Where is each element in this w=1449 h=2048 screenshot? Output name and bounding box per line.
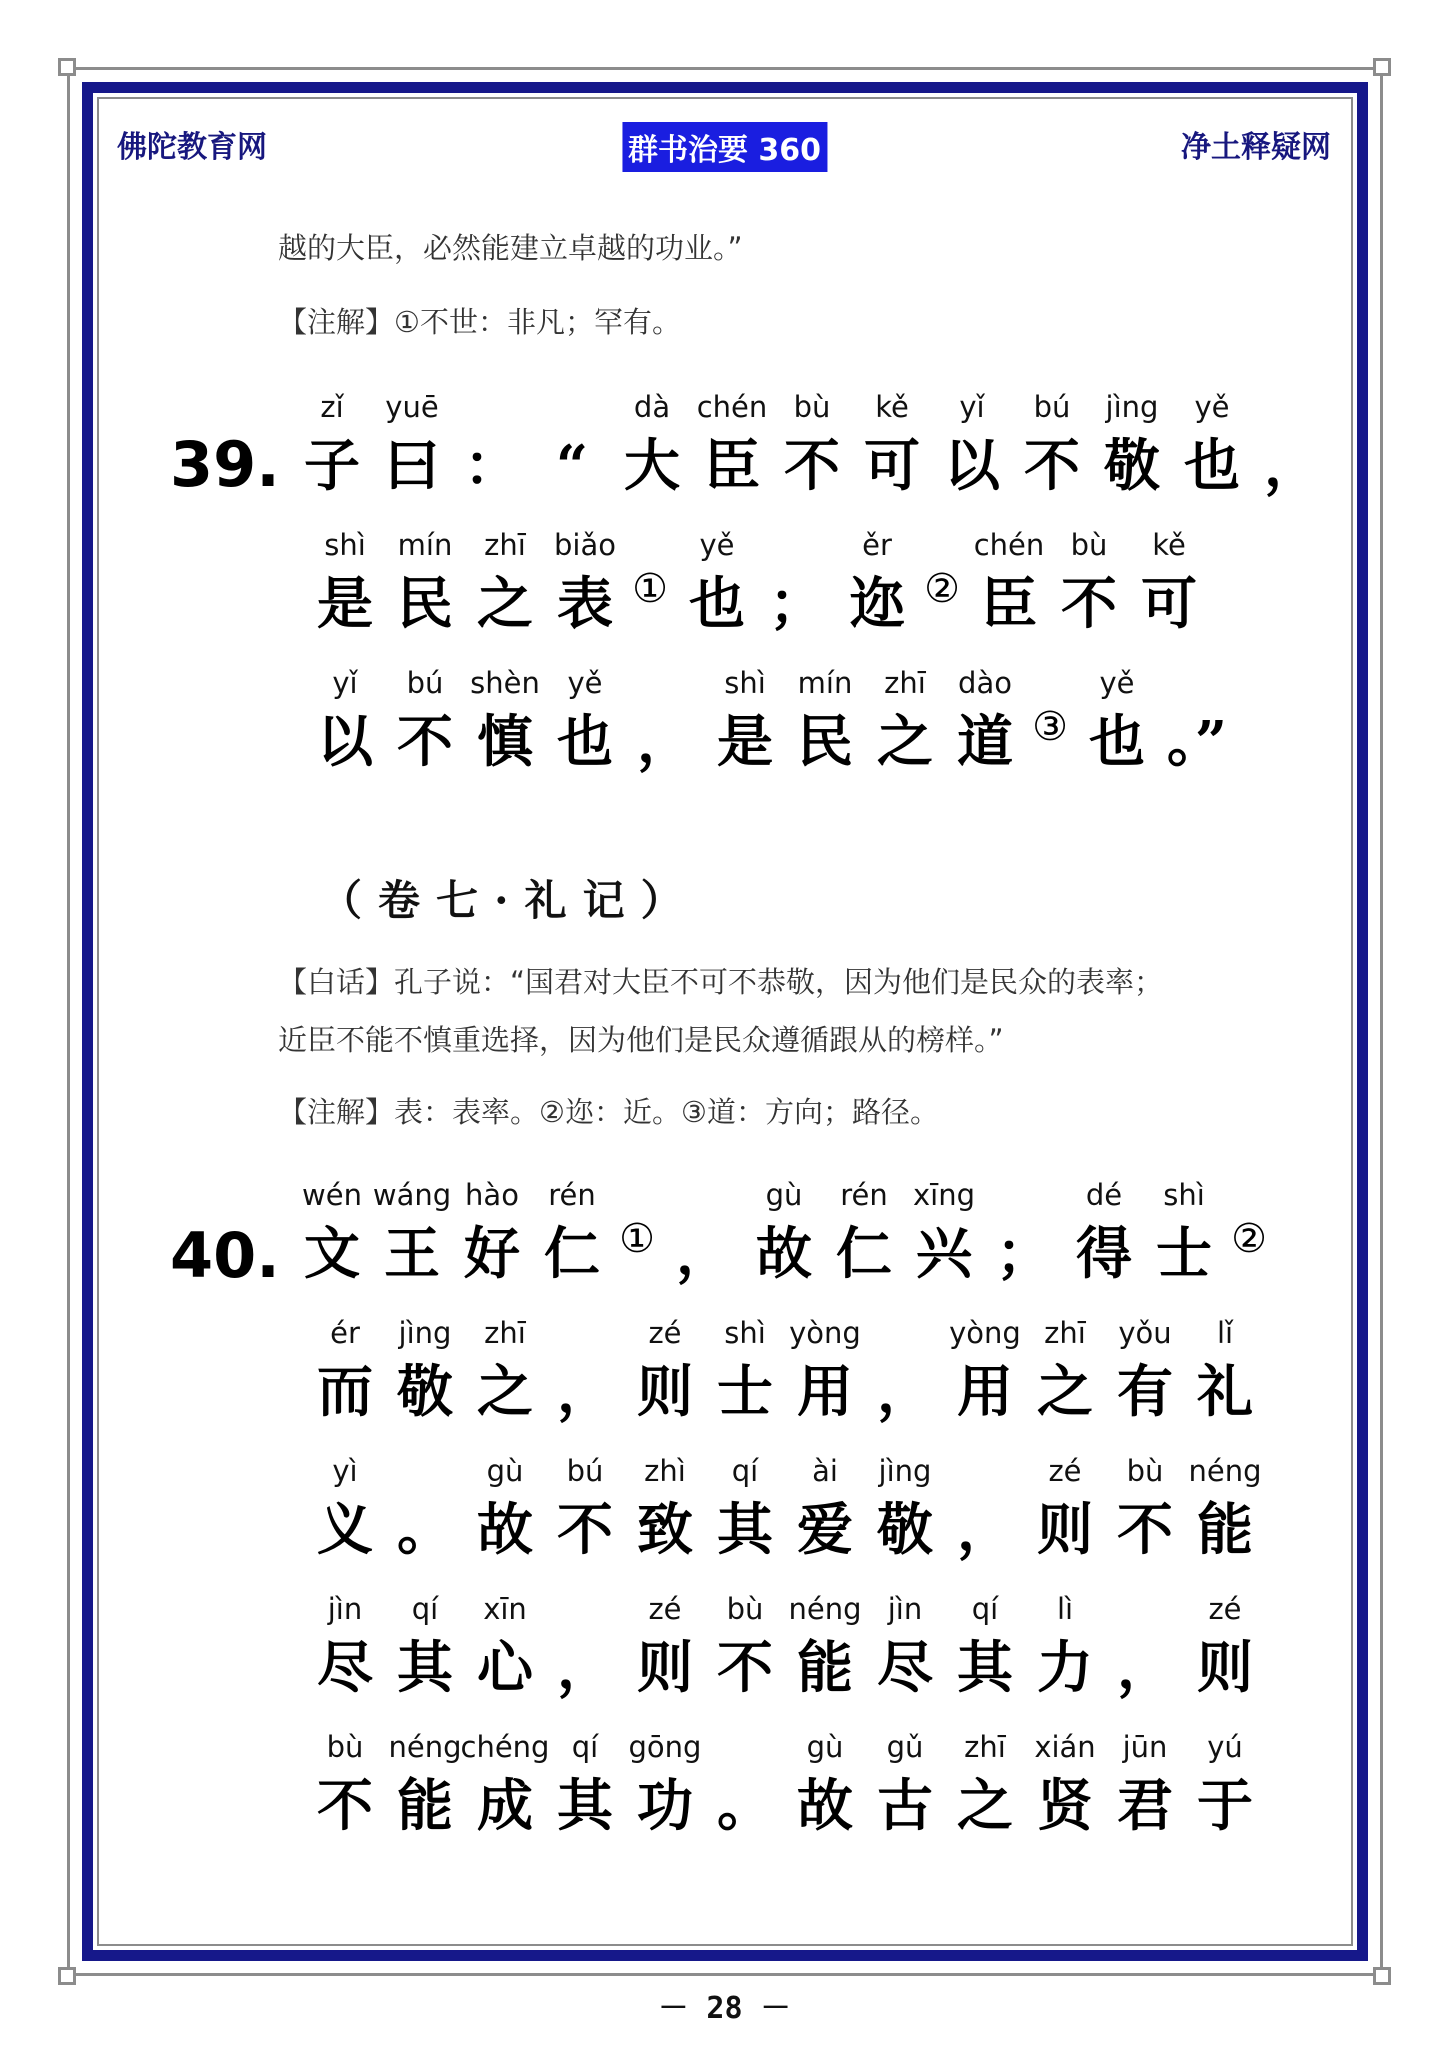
pinyin: yǒu (1118, 1316, 1172, 1350)
hanzi: 不 (1117, 1497, 1173, 1563)
pinyin: yǐ (959, 390, 985, 424)
hanzi: 其 (957, 1635, 1013, 1701)
pinyin: gōng (628, 1730, 702, 1764)
pinyin: kě (875, 390, 909, 424)
pinyin: biǎo (554, 528, 616, 562)
hanzi: ， (637, 709, 693, 775)
hanzi: 能 (797, 1635, 853, 1701)
hanzi: 不 (1061, 571, 1117, 637)
pinyin: kě (1152, 528, 1186, 562)
hanzi: 表 (557, 571, 613, 637)
pinyin: jìng (878, 1454, 932, 1488)
pinyin: bù (1070, 528, 1108, 562)
page-number: － 28 － (658, 1991, 791, 2026)
hanzi: 子 (304, 433, 360, 499)
hanzi: 不 (557, 1497, 613, 1563)
hanzi: ， (957, 1497, 1013, 1563)
hanzi: 尽 (877, 1635, 933, 1701)
pinyin: chén (973, 528, 1045, 562)
pinyin: shèn (470, 666, 540, 700)
hanzi: ， (1117, 1635, 1173, 1701)
pinyin: qí (411, 1592, 439, 1626)
pinyin: bù (1126, 1454, 1164, 1488)
hanzi: 君 (1117, 1773, 1173, 1839)
hanzi: 不 (717, 1635, 773, 1701)
hanzi: 尽 (317, 1635, 373, 1701)
pinyin: zé (1048, 1454, 1082, 1488)
pinyin: yě (699, 528, 735, 562)
pinyin: rén (840, 1178, 888, 1212)
pinyin: jìn (887, 1592, 923, 1626)
hanzi: 敬 (397, 1359, 453, 1425)
pinyin: yú (1207, 1730, 1243, 1764)
pinyin: dé (1085, 1178, 1123, 1212)
passage-row (305, 1316, 1305, 1436)
pinyin: yòng (789, 1316, 861, 1350)
hanzi: 爱 (797, 1497, 853, 1563)
hanzi: 。 (717, 1773, 773, 1839)
baihua-line: 【白话】孔子说：“国君对大臣不可不恭敬，因为他们是民众的表率； (278, 965, 1164, 999)
hanzi: ， (1264, 433, 1320, 499)
pinyin: gù (486, 1454, 524, 1488)
hanzi: ； (996, 1221, 1052, 1287)
hanzi: 兴 (916, 1221, 972, 1287)
hanzi: 功 (637, 1773, 693, 1839)
passage-row (305, 1592, 1305, 1712)
hanzi: ； (769, 571, 825, 637)
pinyin: ér (330, 1316, 360, 1350)
hanzi: 以 (317, 709, 373, 775)
hanzi: 有 (1117, 1359, 1173, 1425)
hanzi: 王 (384, 1221, 440, 1287)
hanzi: 可 (864, 433, 920, 499)
corner-ornament-bottom-left (58, 1967, 76, 1985)
hanzi: 贤 (1037, 1773, 1093, 1839)
hanzi: 也 (557, 709, 613, 775)
hanzi: 士 (717, 1359, 773, 1425)
hanzi: 故 (477, 1497, 533, 1563)
pinyin: xián (1034, 1730, 1096, 1764)
hanzi: 民 (397, 571, 453, 637)
hanzi: 之 (477, 571, 533, 637)
hanzi: 民 (797, 709, 853, 775)
hanzi: ： (464, 433, 520, 499)
pinyin: jìn (327, 1592, 363, 1626)
hanzi: 于 (1197, 1773, 1253, 1839)
hanzi: 曰 (384, 433, 440, 499)
hanzi: 大 (624, 433, 680, 499)
hanzi: 士 (1156, 1221, 1212, 1287)
hanzi: 也 (689, 571, 745, 637)
passage-number-40: 40. (170, 1219, 280, 1292)
pinyin: hào (465, 1178, 519, 1212)
hanzi: 用 (797, 1359, 853, 1425)
hanzi: ， (877, 1359, 933, 1425)
hanzi: 故 (797, 1773, 853, 1839)
pinyin: néng (1188, 1454, 1262, 1488)
hanzi: 不 (397, 709, 453, 775)
hanzi: 则 (1037, 1497, 1093, 1563)
pinyin: qí (971, 1592, 999, 1626)
passage-number-39: 39. (170, 428, 280, 501)
hanzi: 则 (637, 1359, 693, 1425)
header-site-right: 净土释疑网 (1181, 130, 1331, 165)
pinyin: bú (406, 666, 444, 700)
hanzi: 能 (1197, 1497, 1253, 1563)
footnote-marker: ① (619, 1216, 655, 1262)
hanzi: 其 (397, 1635, 453, 1701)
pinyin: jìng (398, 1316, 452, 1350)
pinyin: yuē (385, 390, 439, 424)
pinyin: lì (1056, 1592, 1074, 1626)
hanzi: 心 (477, 1635, 533, 1701)
pinyin: yě (1099, 666, 1135, 700)
pinyin: chéng (460, 1730, 550, 1764)
hanzi: 臣 (704, 433, 760, 499)
hanzi: 是 (717, 709, 773, 775)
hanzi: 故 (756, 1221, 812, 1287)
hanzi: 好 (464, 1221, 520, 1287)
pinyin: mín (397, 528, 453, 562)
hanzi: 之 (877, 709, 933, 775)
hanzi: 也 (1184, 433, 1240, 499)
hanzi: 仁 (836, 1221, 892, 1287)
pinyin: bù (726, 1592, 764, 1626)
passage-row (305, 1454, 1305, 1574)
pinyin: jìng (1105, 390, 1159, 424)
pinyin: yě (567, 666, 603, 700)
hanzi: 其 (717, 1497, 773, 1563)
pinyin: yǐ (332, 666, 358, 700)
source-citation: （卷七·礼记） (320, 876, 699, 925)
pinyin: zhī (484, 1316, 526, 1350)
hanzi: 则 (637, 1635, 693, 1701)
hanzi: 不 (317, 1773, 373, 1839)
pinyin: gǔ (886, 1730, 924, 1764)
pinyin: mín (797, 666, 853, 700)
hanzi: 古 (877, 1773, 933, 1839)
baihua-line: 近臣不能不慎重选择，因为他们是民众遵循跟从的榜样。” (278, 1023, 1004, 1057)
pinyin: zé (1208, 1592, 1242, 1626)
pinyin: yě (1194, 390, 1230, 424)
hanzi: 以 (944, 433, 1000, 499)
hanzi: 可 (1141, 571, 1197, 637)
pinyin: qí (731, 1454, 759, 1488)
pinyin: dào (958, 666, 1012, 700)
hanzi: 之 (957, 1773, 1013, 1839)
header-book-title: 群书治要 360 (622, 122, 827, 172)
hanzi: 致 (637, 1497, 693, 1563)
hanzi: 能 (397, 1773, 453, 1839)
hanzi: 礼 (1197, 1359, 1253, 1425)
pinyin: zhì (644, 1454, 686, 1488)
hanzi: 而 (317, 1359, 373, 1425)
hanzi: 慎 (477, 709, 533, 775)
hanzi: ， (557, 1359, 613, 1425)
hanzi: 成 (477, 1773, 533, 1839)
hanzi: 之 (1037, 1359, 1093, 1425)
corner-ornament-top-left (58, 58, 76, 76)
corner-ornament-bottom-right (1373, 1967, 1391, 1985)
hanzi: 。” (1166, 709, 1228, 775)
pinyin: zhī (484, 528, 526, 562)
pinyin: shì (724, 1316, 766, 1350)
hanzi: ， (557, 1635, 613, 1701)
pinyin: yì (332, 1454, 358, 1488)
continuation-line: 越的大臣，必然能建立卓越的功业。” (278, 231, 743, 265)
hanzi: 其 (557, 1773, 613, 1839)
hanzi: 敬 (877, 1497, 933, 1563)
hanzi: 力 (1037, 1635, 1093, 1701)
pinyin: wáng (372, 1178, 452, 1212)
pinyin: shì (724, 666, 766, 700)
hanzi: “ (555, 433, 589, 499)
pinyin: zé (648, 1592, 682, 1626)
pinyin: gù (765, 1178, 803, 1212)
hanzi: 则 (1197, 1635, 1253, 1701)
pinyin: jūn (1122, 1730, 1168, 1764)
hanzi: 得 (1076, 1221, 1132, 1287)
pinyin: zhī (964, 1730, 1006, 1764)
hanzi: 臣 (981, 571, 1037, 637)
pinyin: xīng (912, 1178, 975, 1212)
hanzi: 不 (1024, 433, 1080, 499)
pinyin: néng (388, 1730, 462, 1764)
note-line: 【注解】①不世：非凡；罕有。 (278, 305, 681, 339)
pinyin: rén (548, 1178, 596, 1212)
hanzi: 迩 (849, 571, 905, 637)
pinyin: shì (1163, 1178, 1205, 1212)
pinyin: bù (793, 390, 831, 424)
footnote-marker: ② (1231, 1216, 1267, 1262)
hanzi: 用 (957, 1359, 1013, 1425)
passage-row (292, 390, 1320, 510)
pinyin: chén (696, 390, 768, 424)
pinyin: shì (324, 528, 366, 562)
passage-row (305, 666, 1305, 786)
pinyin: bú (566, 1454, 604, 1488)
footnote-marker: ① (632, 566, 668, 612)
pinyin: yòng (949, 1316, 1021, 1350)
corner-ornament-top-right (1373, 58, 1391, 76)
hanzi: 文 (304, 1221, 360, 1287)
pinyin: dà (633, 390, 671, 424)
hanzi: 。 (397, 1497, 453, 1563)
hanzi: 敬 (1104, 433, 1160, 499)
hanzi: 道 (957, 709, 1013, 775)
pinyin: gù (806, 1730, 844, 1764)
pinyin: xīn (483, 1592, 527, 1626)
hanzi: 仁 (544, 1221, 600, 1287)
pinyin: zhī (1044, 1316, 1086, 1350)
note-line: 【注解】表：表率。②迩：近。③道：方向；路径。 (278, 1095, 939, 1129)
pinyin: lǐ (1216, 1316, 1234, 1350)
passage-row (305, 528, 1305, 648)
pinyin: wén (302, 1178, 362, 1212)
passage-row (305, 1730, 1305, 1850)
hanzi: 是 (317, 571, 373, 637)
pinyin: qí (571, 1730, 599, 1764)
pinyin: néng (788, 1592, 862, 1626)
pinyin: ěr (862, 528, 892, 562)
pinyin: ài (812, 1454, 838, 1488)
hanzi: 之 (477, 1359, 533, 1425)
pinyin: zé (648, 1316, 682, 1350)
header-site-left: 佛陀教育网 (117, 130, 267, 165)
footnote-marker: ③ (1032, 704, 1068, 750)
pinyin: zhī (884, 666, 926, 700)
hanzi: 义 (317, 1497, 373, 1563)
pinyin: zǐ (320, 390, 344, 424)
passage-row (292, 1178, 1292, 1298)
pinyin: bù (326, 1730, 364, 1764)
hanzi: ， (676, 1221, 732, 1287)
hanzi: 不 (784, 433, 840, 499)
footnote-marker: ② (924, 566, 960, 612)
pinyin: bú (1033, 390, 1071, 424)
hanzi: 也 (1089, 709, 1145, 775)
